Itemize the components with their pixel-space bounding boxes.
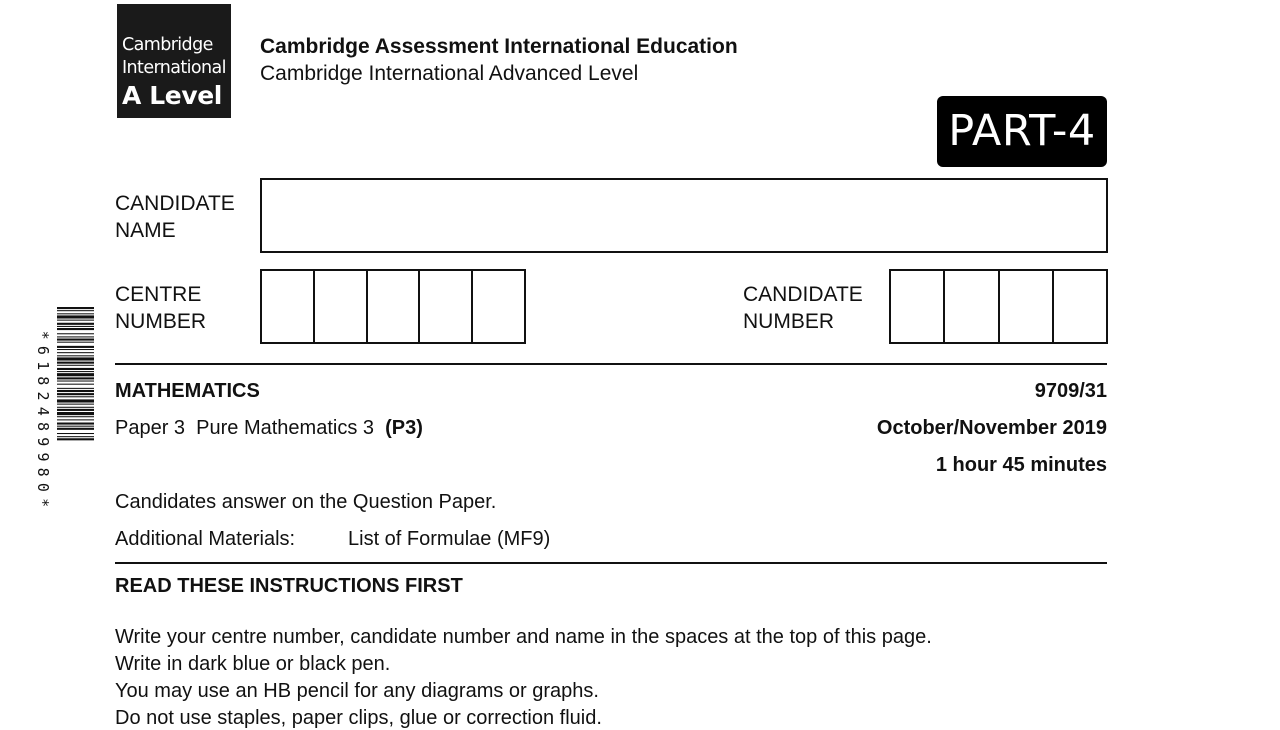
centre-number-label (115, 281, 206, 335)
barcode-bar (57, 399, 94, 402)
barcode-bar (57, 426, 94, 427)
centre-number-digit-box[interactable] (262, 271, 313, 342)
divider-top (115, 363, 1107, 365)
subject-title: MATHEMATICS (115, 380, 260, 402)
barcode-bar (57, 313, 94, 314)
candidate-name-field[interactable] (260, 178, 1108, 253)
barcode-bar (57, 412, 94, 415)
centre-number-label-line1: CENTRE (115, 283, 202, 306)
barcode-bar (57, 436, 94, 437)
barcode-bar (57, 310, 94, 311)
barcode-bar (57, 365, 94, 366)
organisation-title: Cambridge Assessment International Education (260, 35, 738, 58)
barcode-bar (57, 320, 94, 321)
barcode-bar (57, 339, 94, 341)
barcode-bar (57, 326, 94, 327)
barcode-bar (57, 384, 94, 385)
barcode-bar (57, 438, 94, 440)
candidate-number-label (743, 281, 863, 335)
barcode-number: *6182489980* (34, 330, 52, 514)
candidate-name-label-line1: CANDIDATE (115, 192, 235, 215)
barcode-bar (57, 393, 94, 395)
barcode-bar (57, 388, 94, 389)
instruction-line: Do not use staples, paper clips, glue or correction fluid. (115, 707, 602, 729)
centre-number-label-line2: NUMBER (115, 310, 207, 333)
qualification-title: Cambridge International Advanced Level (260, 62, 639, 85)
syllabus-code: 9709/31 (1034, 380, 1107, 402)
cambridge-logo (117, 4, 231, 118)
instruction-line: Write your centre number, candidate number and name in the spaces at the top of this page. (115, 626, 932, 648)
materials-value: List of Formulae (MF9) (348, 528, 551, 550)
barcode-bar (57, 323, 94, 325)
instruction-line: Write in dark blue or black pen. (115, 653, 391, 675)
barcode-bar (57, 416, 94, 417)
barcode-bar (57, 349, 94, 350)
barcode-bar (57, 346, 94, 348)
barcode-bar (57, 342, 94, 343)
candidate-number-label-line1: CANDIDATE (743, 283, 863, 306)
instruction-line: You may use an HB pencil for any diagrams or graphs. (115, 680, 599, 702)
centre-number-digit-box[interactable] (313, 271, 366, 342)
divider-bottom (115, 562, 1107, 564)
materials-label: Additional Materials: (115, 528, 296, 550)
barcode-bar (57, 373, 94, 376)
logo-line-a-level: A Level (122, 81, 222, 110)
centre-number-digit-box[interactable] (418, 271, 471, 342)
barcode-bar (57, 307, 94, 309)
barcode-bar (57, 357, 94, 360)
answer-note: Candidates answer on the Question Paper. (115, 491, 497, 513)
logo-line-international: International (122, 58, 226, 78)
barcode-bar (57, 428, 94, 430)
barcode-bar (57, 423, 94, 425)
barcode-bar (57, 315, 94, 318)
candidate-number-field[interactable] (889, 269, 1108, 344)
paper-name: Paper 3 Pure Mathematics 3 (115, 417, 386, 439)
barcode (57, 307, 94, 538)
centre-number-digit-box[interactable] (366, 271, 419, 342)
candidate-number-digit-box[interactable] (891, 271, 943, 342)
barcode-bar (57, 409, 94, 411)
barcode-bar (57, 368, 94, 370)
barcode-bar (57, 396, 94, 397)
paper-title (115, 416, 423, 440)
barcode-bar (57, 407, 94, 408)
barcode-bar (57, 390, 94, 392)
paper-code: (P3) (385, 417, 423, 439)
barcode-bar (57, 381, 94, 382)
instructions-heading: READ THESE INSTRUCTIONS FIRST (115, 575, 463, 597)
centre-number-digit-box[interactable] (471, 271, 524, 342)
candidate-number-digit-box[interactable] (1052, 271, 1106, 342)
barcode-bar (57, 419, 94, 420)
barcode-bar (57, 377, 94, 379)
barcode-bar (57, 355, 94, 356)
exam-session: October/November 2019 (876, 417, 1107, 439)
candidate-number-label-line2: NUMBER (743, 310, 835, 333)
candidate-name-label-line2: NAME (115, 219, 176, 242)
centre-number-field[interactable] (260, 269, 526, 344)
barcode-bar (57, 336, 94, 337)
barcode-bar (57, 433, 94, 434)
exam-duration: 1 hour 45 minutes (935, 454, 1107, 476)
barcode-bar (57, 333, 94, 334)
barcode-bar (57, 404, 94, 405)
candidate-number-digit-box[interactable] (943, 271, 997, 342)
barcode-bar (57, 352, 94, 353)
barcode-bar (57, 371, 94, 372)
candidate-name-label (115, 190, 235, 244)
barcode-bar (57, 362, 94, 364)
candidate-number-digit-box[interactable] (998, 271, 1052, 342)
part-badge: PART-4 (937, 96, 1107, 167)
barcode-bar (57, 328, 94, 330)
logo-line-cambridge: Cambridge (122, 35, 213, 55)
